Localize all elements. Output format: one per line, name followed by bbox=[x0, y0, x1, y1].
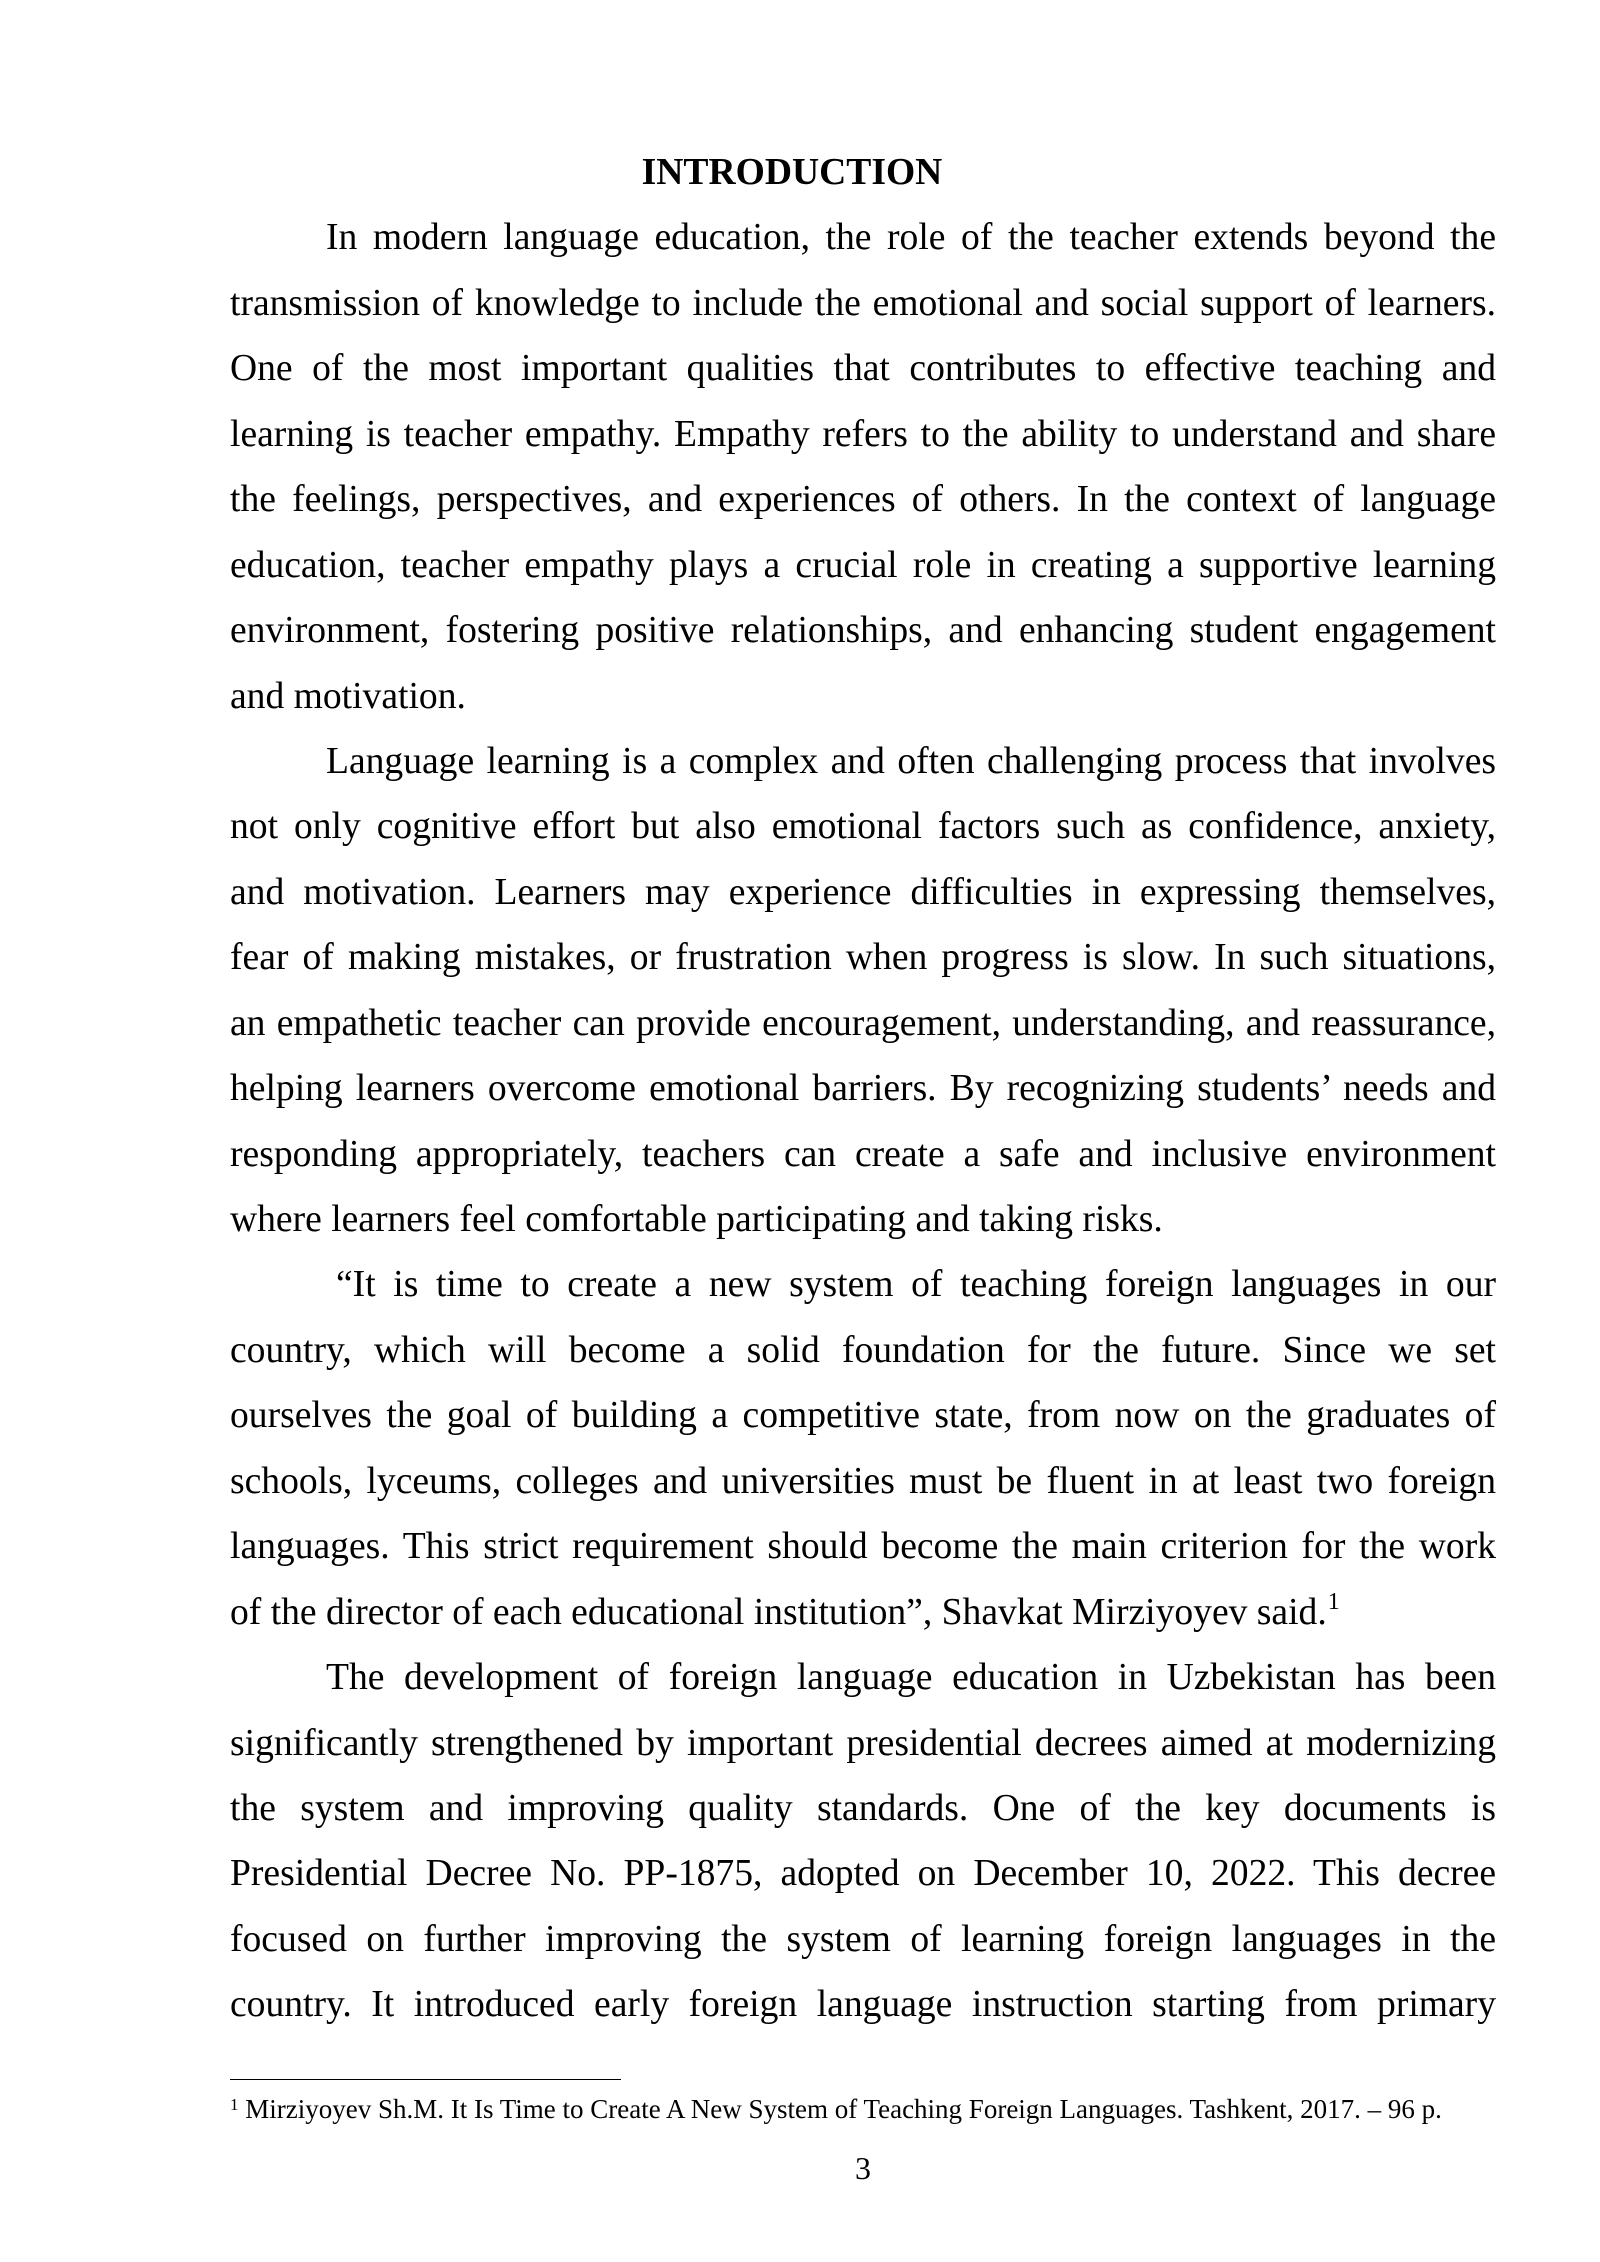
text-line: the system and improving quality standards. One of the key documents is bbox=[230, 1787, 1496, 1829]
text-line: schools, lyceums, colleges and universities must be fluent in at least two foreign bbox=[230, 1460, 1496, 1502]
text-line: country. It introduced early foreign language instruction starting from primary bbox=[230, 1984, 1496, 2026]
text-line: learning is teacher empathy. Empathy refers to the ability to understand and share bbox=[230, 413, 1496, 455]
text-line: One of the most important qualities that contributes to effective teaching and bbox=[230, 348, 1496, 390]
text-line: Language learning is a complex and often challenging process that involves bbox=[326, 740, 1496, 782]
text-line: education, teacher empathy plays a crucial role in creating a supportive learning bbox=[230, 544, 1496, 586]
text-line: and motivation. Learners may experience difficulties in expressing themselves, bbox=[230, 871, 1496, 913]
footnote-separator bbox=[230, 2079, 621, 2080]
page-number: 3 bbox=[855, 2150, 871, 2186]
text-line: an empathetic teacher can provide encouragement, understanding, and reassurance, bbox=[230, 1002, 1496, 1044]
text-line: “It is time to create a new system of teaching foreign languages in our bbox=[336, 1264, 1496, 1306]
text-line: fear of making mistakes, or frustration when progress is slow. In such situations, bbox=[230, 937, 1496, 979]
text-line: ourselves the goal of building a competitive state, from now on the graduates of bbox=[230, 1395, 1496, 1437]
text-line: country, which will become a solid foundation for the future. Since we set bbox=[230, 1329, 1496, 1371]
body-paragraph bbox=[230, 1645, 1496, 2038]
text-line: transmission of knowledge to include the emotional and social support of learners. bbox=[230, 282, 1496, 324]
text-line: and motivation. bbox=[230, 675, 466, 717]
footnote-text: Mirziyoyev Sh.M. It Is Time to Create A New System of Teaching Foreign Languages. Tashkent, 2017. – 96 p. bbox=[245, 2094, 1442, 2124]
text-line: The development of foreign language education in Uzbekistan has been bbox=[326, 1657, 1496, 1699]
text-line-content: of the director of each educational institution”, Shavkat Mirziyoyev said. bbox=[230, 1591, 1327, 1633]
text-line: helping learners overcome emotional barriers. By recognizing students’ needs and bbox=[230, 1068, 1496, 1110]
text-line: responding appropriately, teachers can create a safe and inclusive environment bbox=[230, 1133, 1496, 1175]
text-line: focused on further improving the system of learning foreign languages in the bbox=[230, 1918, 1496, 1960]
text-line: where learners feel comfortable participating and taking risks. bbox=[230, 1199, 1163, 1240]
body-paragraph bbox=[230, 205, 1496, 729]
text-line: environment, fostering positive relationships, and enhancing student engagement bbox=[230, 610, 1496, 652]
footnote-marker: 1 bbox=[230, 2094, 239, 2114]
text-line: In modern language education, the role of the teacher extends beyond the bbox=[326, 217, 1496, 259]
text-line bbox=[230, 1580, 1496, 1645]
text-line: languages. This strict requirement should become the main criterion for the work bbox=[230, 1526, 1496, 1568]
body-paragraph bbox=[230, 729, 1496, 1253]
section-title: INTRODUCTION bbox=[641, 152, 943, 193]
footnote-reference: 1 bbox=[1327, 1589, 1340, 1616]
text-line: Presidential Decree No. PP-1875, adopted on December 10, 2022. This decree bbox=[230, 1853, 1496, 1895]
document-page bbox=[230, 140, 1496, 2038]
text-line: the feelings, perspectives, and experiences of others. In the context of language bbox=[230, 479, 1496, 521]
footnote bbox=[230, 2094, 1496, 2125]
quote-paragraph bbox=[230, 1252, 1496, 1645]
text-line: significantly strengthened by important presidential decrees aimed at modernizing bbox=[230, 1722, 1496, 1764]
text-line: not only cognitive effort but also emotional factors such as confidence, anxiety, bbox=[230, 806, 1496, 848]
